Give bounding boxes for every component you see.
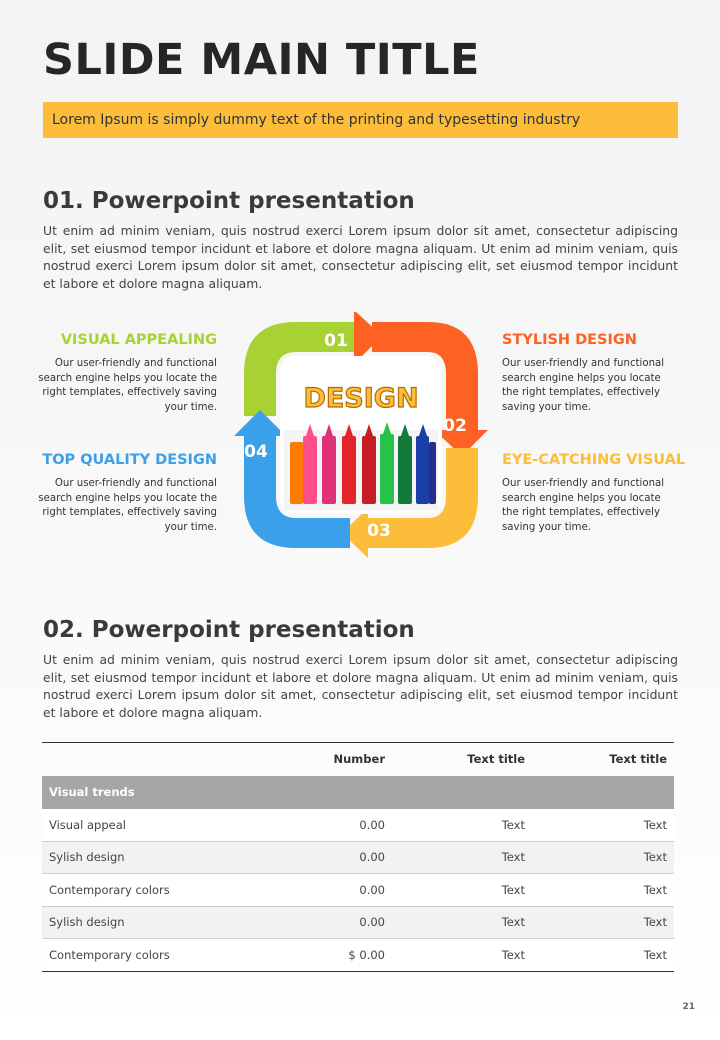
feature-stylish-design-title: STYLISH DESIGN	[502, 332, 637, 348]
feature-eye-catching-title: EYE-CATCHING VISUAL	[502, 452, 686, 468]
slide-main-title: SLIDE MAIN TITLE	[43, 35, 480, 85]
table-row	[42, 874, 674, 907]
visual-trends-table	[42, 742, 674, 972]
row-text: Text	[392, 906, 532, 939]
row-text: Text	[392, 809, 532, 842]
row-number: 0.00	[222, 809, 392, 842]
section-1-body: Ut enim ad minim veniam, quis nostrud exerci Lorem ipsum dolor sit amet, consectetur adipiscing elit, set eiusmod tempor incidunt et labore et dolore magna aliquam. Ut enim ad minim veniam, quis nostrud exerci Lorem ipsum dolor sit amet, consectetur adipiscing elit, set eiusmod tempor incidunt et labore et dolore magna aliquam.	[43, 223, 678, 291]
row-number: 0.00	[222, 874, 392, 907]
row-label: Visual appeal	[42, 809, 222, 842]
row-number: 0.00	[222, 841, 392, 874]
design-label: DESIGN	[303, 383, 419, 414]
feature-eye-catching-text: Our user-friendly and functional search engine helps you locate the right templates, effectively saving your time.	[502, 478, 665, 533]
feature-visual-appealing-title: VISUAL APPEALING	[60, 332, 217, 348]
row-text: Text	[532, 939, 674, 972]
table-row	[42, 841, 674, 874]
header-text-title: Text title	[392, 743, 532, 776]
row-text: Text	[532, 874, 674, 907]
cycle-arrow-blue	[234, 410, 286, 436]
group-label: Visual trends	[42, 776, 222, 809]
page-number: 21	[682, 1002, 695, 1012]
feature-visual-appealing-text: Our user-friendly and functional search engine helps you locate the right templates, effectively saving your time.	[38, 358, 217, 413]
row-label: Sylish design	[42, 906, 222, 939]
section-2-body: Ut enim ad minim veniam, quis nostrud exerci Lorem ipsum dolor sit amet, consectetur adipiscing elit, set eiusmod tempor incidunt et labore et dolore magna aliquam. Ut enim ad minim veniam, quis nostrud exerci Lorem ipsum dolor sit amet, consectetur adipiscing elit, set eiusmod tempor incidunt et labore et dolore magna aliquam.	[43, 652, 678, 720]
table-group-row	[42, 776, 674, 809]
row-text: Text	[392, 874, 532, 907]
table-row	[42, 809, 674, 842]
row-text: Text	[392, 939, 532, 972]
row-label: Contemporary colors	[42, 939, 222, 972]
step-02-label: 02	[443, 416, 467, 436]
row-text: Text	[532, 809, 674, 842]
step-01-label: 01	[324, 331, 348, 351]
section-1-title: 01. Powerpoint presentation	[43, 188, 415, 214]
header-text-title: Text title	[532, 743, 674, 776]
step-04-label: 04	[244, 442, 268, 462]
feature-top-quality-text: Our user-friendly and functional search engine helps you locate the right templates, effectively saving your time.	[38, 478, 217, 533]
row-number: $ 0.00	[222, 939, 392, 972]
row-label: Contemporary colors	[42, 874, 222, 907]
subtitle-banner: Lorem Ipsum is simply dummy text of the printing and typesetting industry	[43, 102, 678, 138]
row-text: Text	[532, 841, 674, 874]
row-text: Text	[392, 841, 532, 874]
feature-stylish-design-text: Our user-friendly and functional search engine helps you locate the right templates, effectively saving your time.	[502, 358, 665, 413]
section-2-title: 02. Powerpoint presentation	[43, 617, 415, 643]
design-cycle-diagram	[232, 312, 490, 560]
table-row	[42, 906, 674, 939]
feature-top-quality-title: TOP QUALITY DESIGN	[42, 452, 217, 468]
table-row	[42, 939, 674, 972]
markers-image	[284, 422, 438, 510]
row-text: Text	[532, 906, 674, 939]
table-header-row	[42, 743, 674, 776]
header-number: Number	[222, 743, 392, 776]
step-03-label: 03	[367, 521, 391, 541]
row-label: Sylish design	[42, 841, 222, 874]
row-number: 0.00	[222, 906, 392, 939]
header-cell	[42, 743, 222, 776]
